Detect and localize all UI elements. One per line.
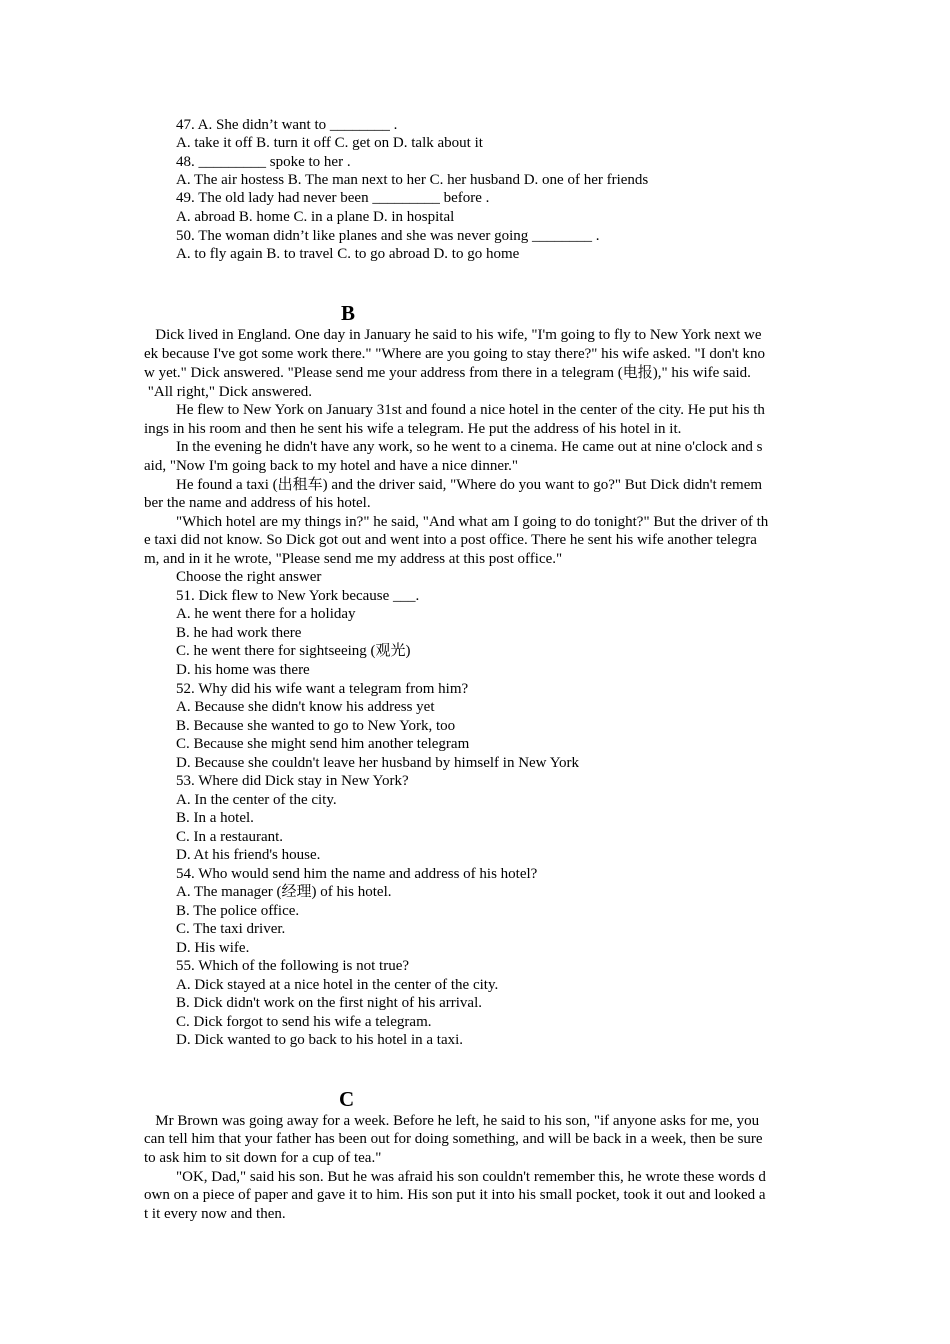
instruction: Choose the right answer [176, 569, 322, 585]
options-50: A. to fly again B. to travel C. to go abroad D. to go home [176, 246, 520, 262]
option-53-a: A. In the center of the city. [176, 792, 337, 808]
section-c-heading: C [339, 1087, 355, 1111]
passage-b-line: aid, "Now I'm going back to my hotel and have a nice dinner." [144, 458, 519, 474]
option-52-d: D. Because she couldn't leave her husband by himself in New York [176, 755, 580, 771]
options-49: A. abroad B. home C. in a plane D. in hospital [176, 209, 455, 225]
option-51-b: B. he had work there [176, 625, 302, 641]
option-54-b: B. The police office. [176, 903, 300, 919]
option-53-c: C. In a restaurant. [176, 829, 284, 845]
passage-b-line: m, and in it he wrote, "Please send me my address at this post office." [144, 551, 563, 567]
option-54-a: A. The manager (经理) of his hotel. [176, 884, 392, 900]
option-55-c: C. Dick forgot to send his wife a telegram. [176, 1014, 432, 1030]
passage-b-line: ber the name and address of his hotel. [144, 495, 371, 511]
passage-b-line: In the evening he didn't have any work, so he went to a cinema. He came out at nine o'clock and s [176, 439, 763, 455]
option-51-c: C. he went there for sightseeing (观光) [176, 643, 411, 659]
question-51: 51. Dick flew to New York because ___. [176, 588, 420, 604]
option-54-d: D. His wife. [176, 940, 250, 956]
question-52: 52. Why did his wife want a telegram from him? [176, 681, 469, 697]
passage-c-line: to ask him to sit down for a cup of tea." [144, 1150, 382, 1166]
question-55: 55. Which of the following is not true? [176, 958, 410, 974]
option-51-d: D. his home was there [176, 662, 310, 678]
option-55-a: A. Dick stayed at a nice hotel in the center of the city. [176, 977, 499, 993]
option-55-d: D. Dick wanted to go back to his hotel in a taxi. [176, 1032, 464, 1048]
passage-c-line: Mr Brown was going away for a week. Before he left, he said to his son, "if anyone asks for me, you [144, 1113, 760, 1129]
option-53-d: D. At his friend's house. [176, 847, 321, 863]
passage-b-line: e taxi did not know. So Dick got out and went into a post office. There he sent his wife another telegra [144, 532, 757, 548]
option-52-a: A. Because she didn't know his address yet [176, 699, 435, 715]
passage-b-line: "Which hotel are my things in?" he said, "And what am I going to do tonight?" But the driver of th [176, 514, 769, 530]
passage-c-line: can tell him that your father has been out for doing something, and will be back in a week, then be sure [144, 1131, 763, 1147]
passage-c-line: "OK, Dad," said his son. But he was afraid his son couldn't remember this, he wrote these words d [176, 1169, 766, 1185]
option-52-c: C. Because she might send him another telegram [176, 736, 470, 752]
question-53: 53. Where did Dick stay in New York? [176, 773, 409, 789]
passage-c-line: own on a piece of paper and gave it to him. His son put it into his small pocket, took it out and looked a [144, 1187, 766, 1203]
passage-c-line: t it every now and then. [144, 1206, 286, 1222]
passage-b-line: ek because I've got some work there." "Where are you going to stay there?" his wife asked. "I don't kno [144, 346, 765, 362]
option-52-b: B. Because she wanted to go to New York, too [176, 718, 456, 734]
option-55-b: B. Dick didn't work on the first night of his arrival. [176, 995, 482, 1011]
question-48: 48. _________ spoke to her . [176, 154, 351, 170]
passage-b-line: w yet." Dick answered. "Please send me your address from there in a telegram (电报)," his wife said. [144, 365, 751, 381]
question-47: 47. A. She didn’t want to ________ . [176, 117, 398, 133]
option-54-c: C. The taxi driver. [176, 921, 286, 937]
question-50: 50. The woman didn’t like planes and she was never going ________ . [176, 228, 600, 244]
option-51-a: A. he went there for a holiday [176, 606, 356, 622]
passage-b-line: "All right," Dick answered. [144, 384, 313, 400]
options-48: A. The air hostess B. The man next to her C. her husband D. one of her friends [176, 172, 649, 188]
passage-b-line: He found a taxi (出租车) and the driver said, "Where do you want to go?" But Dick didn't remem [176, 477, 763, 493]
passage-b-line: Dick lived in England. One day in January he said to his wife, "I'm going to fly to New York next we [144, 327, 762, 343]
section-b-heading: B [341, 301, 356, 325]
passage-b-line: ings in his room and then he sent his wife a telegram. He put the address of his hotel in it. [144, 421, 682, 437]
question-49: 49. The old lady had never been _________ before . [176, 190, 490, 206]
question-54: 54. Who would send him the name and address of his hotel? [176, 866, 538, 882]
options-47: A. take it off B. turn it off C. get on D. talk about it [176, 135, 483, 151]
passage-b-line: He flew to New York on January 31st and found a nice hotel in the center of the city. He put his th [176, 402, 765, 418]
option-53-b: B. In a hotel. [176, 810, 254, 826]
